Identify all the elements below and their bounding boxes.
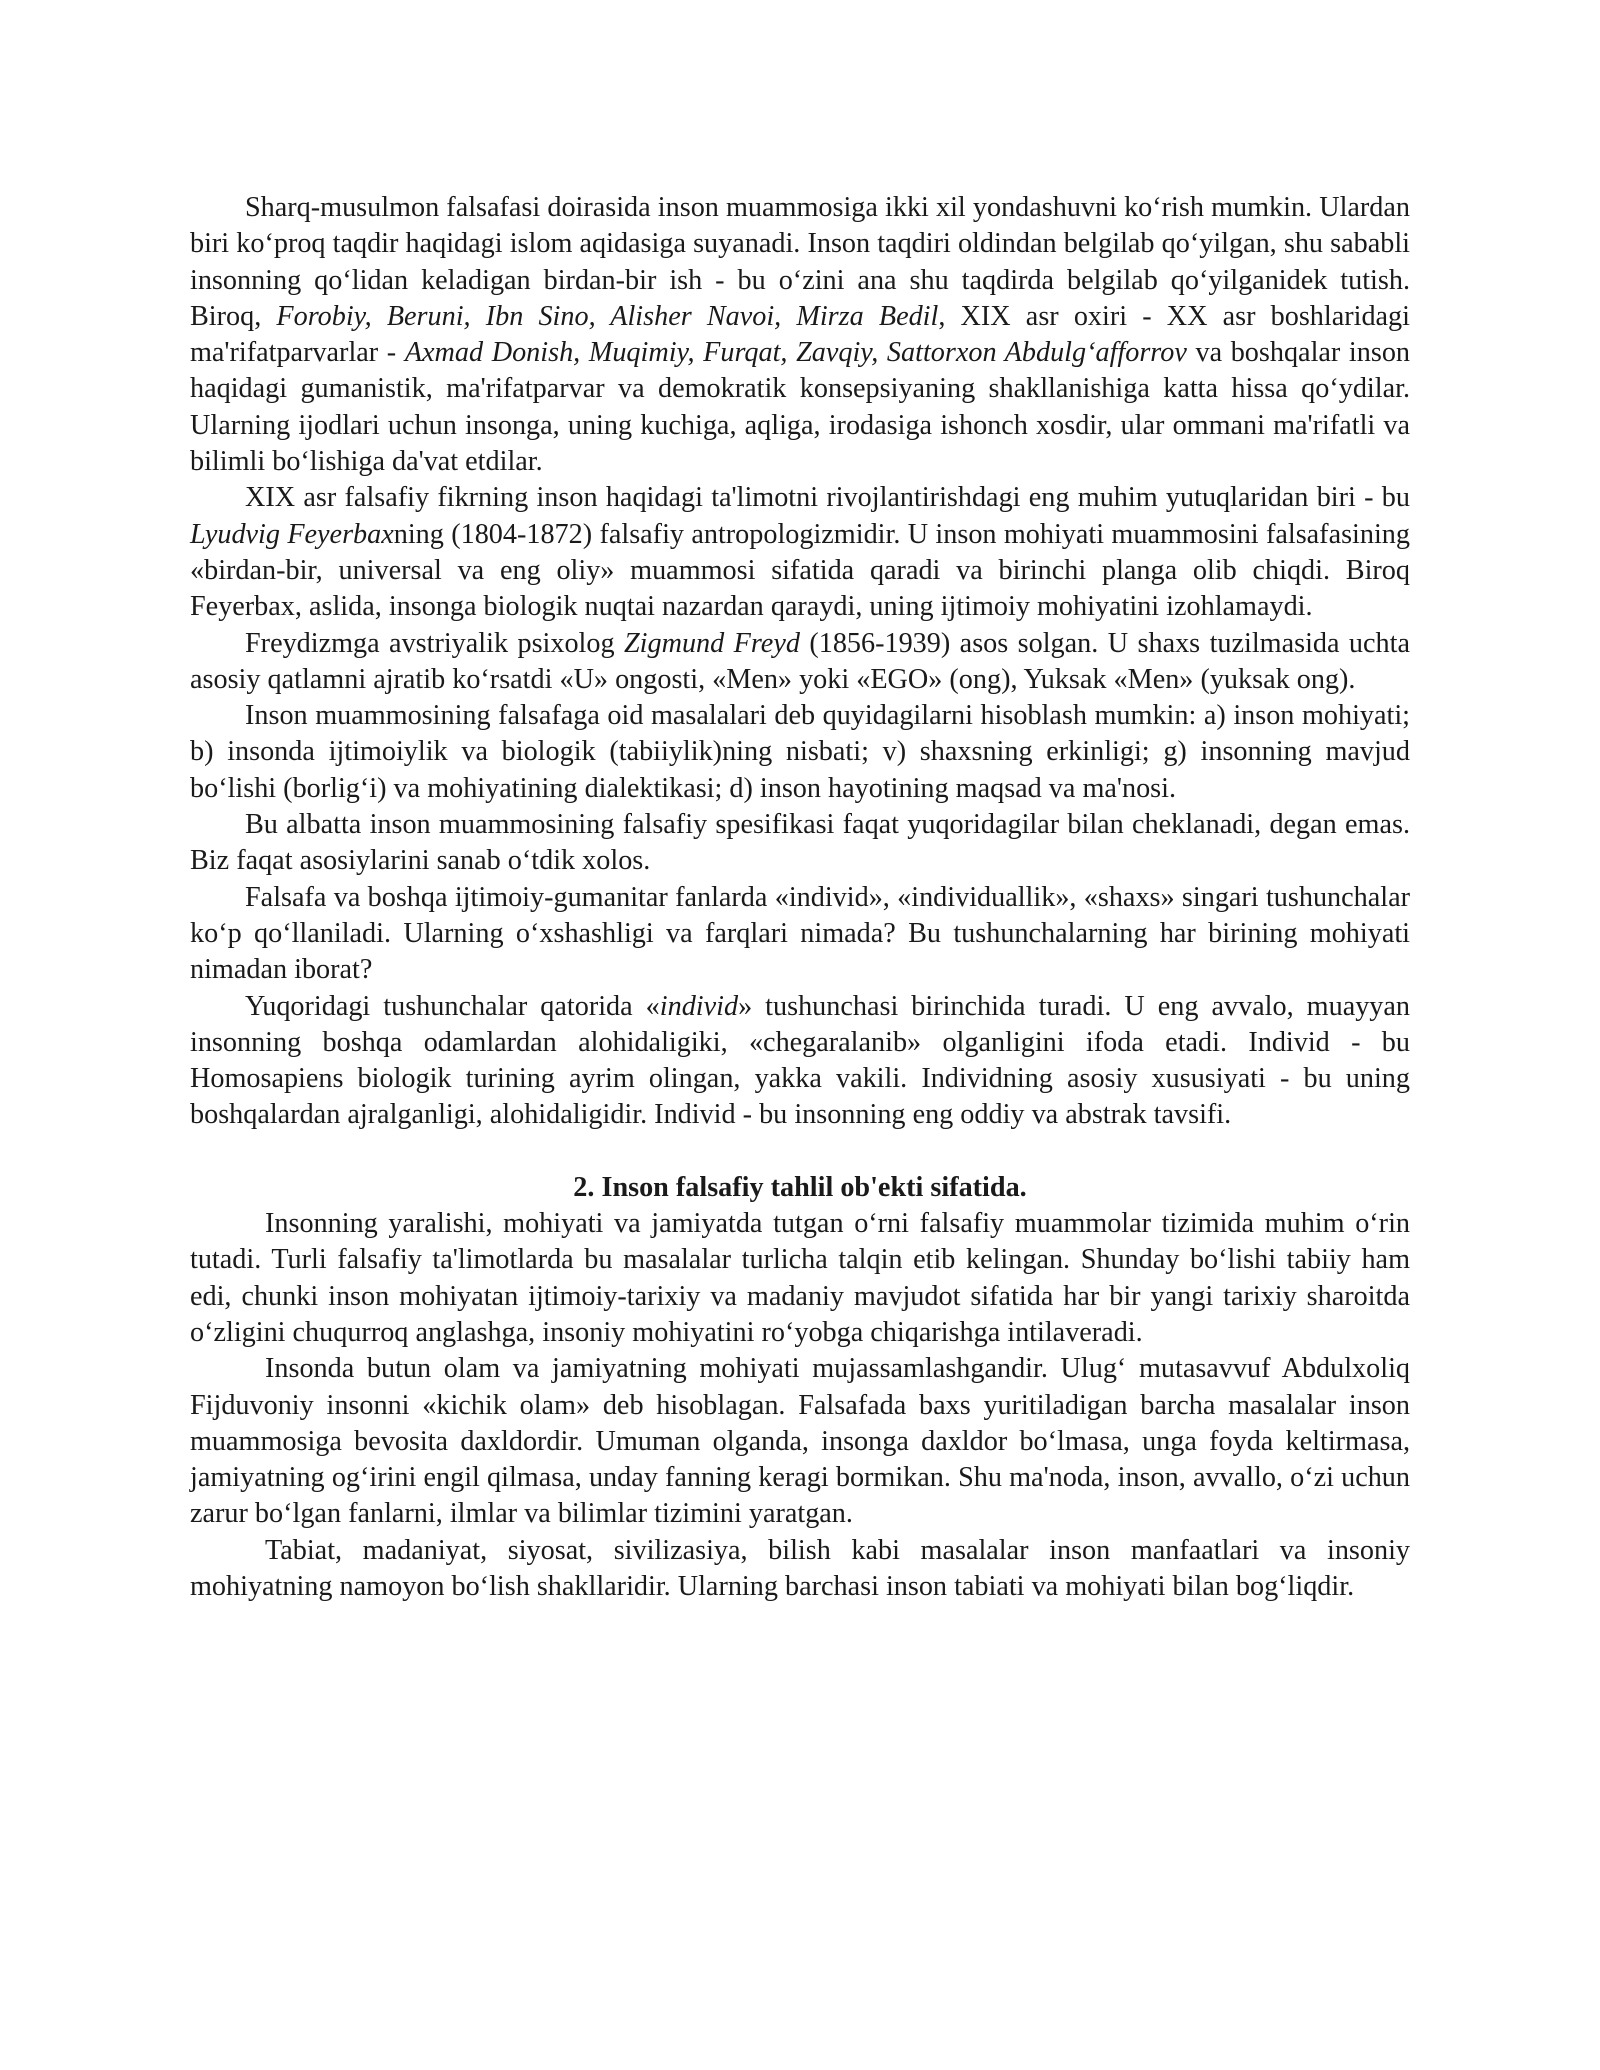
paragraph-eastern-philosophy — [190, 190, 1410, 480]
italic-name-run: Axmad Donish, Muqimiy, Furqat, Zavqiy, Sattorxon Abdulg‘afforrov — [404, 337, 1187, 369]
text-run: va boshqalar inson haqidagi gumanistik, ma'rifatparvar va demokratik konsepsiyaning shakllanishiga katta hissa qo‘ydilar. Ularning ijodlari uchun insonga, uning kuchiga, aqliga, irodasiga ishonch xosdir, ular ommani ma'rifatli va bilimli bo‘lishiga da'vat etdilar. — [190, 337, 1411, 478]
paragraph-small-world — [190, 1351, 1410, 1532]
paragraph-concepts-question — [190, 880, 1410, 989]
text-run: Yuqoridagi tushunchalar qatorida « — [245, 990, 660, 1022]
text-run: Inson muammosining falsafaga oid masalalari deb quyidagilarni hisoblash mumkin: a) inson mohiyati; b) insonda ijtimoiylik va biologik (tabiiylik)ning nisbati; v) shaxsning erkinligi; g) insonning mavjud bo‘lishi (borlig‘i) va mohiyatining dialektikasi; d) inson hayotining maqsad va ma'nosi. — [190, 700, 1410, 804]
text-run: Tabiat, madaniyat, siyosat, sivilizasiya, bilish kabi masalalar inson manfaatlari va insoniy mohiyatning namoyon bo‘lish shakllaridir. Ularning barchasi inson tabiati va mohiyati bilan bog‘liqdir. — [190, 1534, 1410, 1602]
document-page — [190, 190, 1410, 1605]
text-run: Sharq-musulmon falsafasi doirasida inson muammosiga ikki xil yondashuvni ko‘rish mumkin. Ulardan biri ko‘proq taqdir haqidagi islom aqidasiga suyanadi. Inson taqdiri oldindan belgilab qo‘yilgan, shu sababli insonning qo‘lidan keladigan birdan-bir ish - bu o‘zini ana shu taqdirda belgilab qo‘yilganidek tutish. Biroq, — [190, 192, 1410, 332]
section-heading: 2. Inson falsafiy tahlil ob'ekti sifatida. — [573, 1171, 1027, 1203]
paragraph-nature-culture — [190, 1533, 1410, 1606]
italic-name-run: Zigmund Freyd — [624, 627, 800, 659]
text-run: Insonda butun olam va jamiyatning mohiyati mujassamlashgandir. Ulug‘ mutasavvuf Abdulxoliq Fijduvoniy insonni «kichik olam» deb hisoblagan. Falsafada baxs yuritiladigan barcha masalalar inson muammosiga bevosita daxldordir. Umuman olganda, insonga daxldor bo‘lmasa, unga foyda keltirmasa, jamiyatning og‘irini engil qilmasa, unday fanning keragi bormikan. Shu ma'noda, inson, avvallo, o‘zi uchun zarur bo‘lgan fanlarni, ilmlar va bilimlar tizimini yaratgan. — [190, 1353, 1410, 1530]
text-run: Freydizmga avstriyalik psixolog — [245, 627, 624, 659]
italic-name-run: Forobiy, Beruni, Ibn Sino, Alisher Navoi, Mirza Bedil — [276, 300, 939, 332]
italic-name-run: individ — [659, 990, 739, 1022]
text-run: Falsafa va boshqa ijtimoiy-gumanitar fanlarda «individ», «individuallik», «shaxs» singari tushunchalar ko‘p qo‘llaniladi. Ularning o‘xshashligi va farqlari nimada? Bu tushunchalarning har birining mohiyati nimadan iborat? — [190, 881, 1410, 986]
text-run: XIX asr falsafiy fikrning inson haqidagi ta'limotni rivojlantirishdagi eng muhim yutuqlaridan biri - bu — [245, 482, 1410, 514]
text-run: , XIX asr oxiri - XX asr boshlaridagi ma'rifatparvarlar - — [190, 300, 1410, 369]
paragraph-freud — [190, 626, 1410, 699]
paragraph-specifics — [190, 807, 1410, 880]
paragraph-human-origin — [190, 1206, 1410, 1351]
paragraph-problems-list — [190, 698, 1410, 807]
italic-name-run: Lyudvig Feyerbax — [190, 518, 394, 550]
paragraph-feuerbach — [190, 480, 1410, 625]
paragraph-individ — [190, 989, 1410, 1134]
text-run: Insonning yaralishi, mohiyati va jamiyatda tutgan o‘rni falsafiy muammolar tizimida muhim o‘rin tutadi. Turli falsafiy ta'limotlarda bu masalalar turlicha talqin etib kelingan. Shunday bo‘lishi tabiiy ham edi, chunki inson mohiyatan ijtimoiy-tarixiy va madaniy mavjudot sifatida har bir yangi tarixiy sharoitda o‘zligini chuqurroq anglashga, insoniy mohiyatini ro‘yobga chiqarishga intilaveradi. — [190, 1208, 1410, 1348]
text-run: ning (1804-1872) falsafiy antropologizmidir. U inson mohiyati muammosini falsafasining «birdan-bir, universal va eng oliy» muammosi sifatida qaradi va birinchi planga olib chiqdi. Biroq Feyerbax, aslida, insonga biologik nuqtai nazardan qaraydi, uning ijtimoiy mohiyatini izohlamaydi. — [190, 518, 1410, 623]
text-run: Bu albatta inson muammosining falsafiy spesifikasi faqat yuqoridagilar bilan cheklanadi, degan emas. Biz faqat asosiylarini sanab o‘tdik xolos. — [190, 809, 1410, 877]
text-run: » tushunchasi birinchida turadi. U eng avvalo, muayyan insonning boshqa odamlardan alohidaligiki, «chegaralanib» olganligini ifoda etadi. Individ - bu Homosapiens biologik turining ayrim olingan, yakka vakili. Individning asosiy xususiyati - bu uning boshqalardan ajralganligi, alohidaligidir. Individ - bu insonning eng oddiy va abstrak tavsifi. — [190, 990, 1410, 1131]
text-run: (1856-1939) asos solgan. U shaxs tuzilmasida uchta asosiy qatlamni ajratib ko‘rsatdi «U» ongosti, «Men» yoki «EGO» (ong), Yuksak «Men» (yuksak ong). — [190, 627, 1410, 695]
